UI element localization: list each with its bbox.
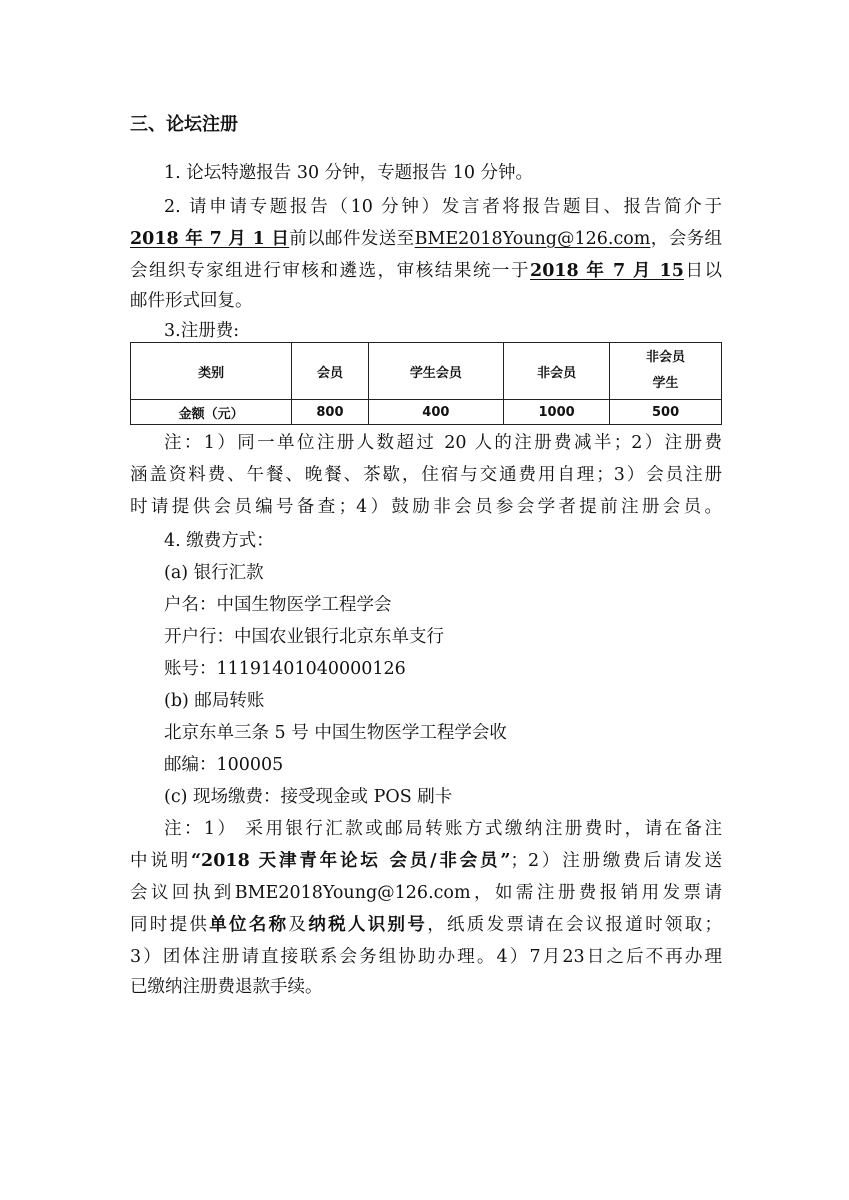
- header-non-member-student: [610, 343, 722, 400]
- deadline-date: 2018 年 7 月 1 日: [130, 229, 290, 249]
- note-1-line-1: 注：1）同一单位注册人数超过 20 人的注册费减半；2）注册费: [164, 433, 722, 453]
- payment-option-c: (c) 现场缴费：接受现金或 POS 刷卡: [164, 787, 453, 807]
- item-2-line-4: 邮件形式回复。: [130, 291, 253, 311]
- result-date: 2018 年 7 月 15: [530, 261, 684, 281]
- item-2-line-3-start: 会组织专家组进行审核和遴选，审核结果统一于: [130, 261, 531, 281]
- fee-non-member-student: 500: [610, 400, 722, 425]
- header-non-member: 非会员: [504, 343, 610, 400]
- fee-label: 3.注册费:: [164, 321, 240, 341]
- note-2-line-3-end: ，如需注册费报销用发票请: [470, 883, 723, 903]
- post-address: 北京东单三条 5 号 中国生物医学工程学会收: [164, 723, 507, 743]
- note-2-line-1: 注：1） 采用银行汇款或邮局转账方式缴纳注册费时，请在备注: [164, 819, 722, 839]
- header-member: 会员: [292, 343, 368, 400]
- note-2-line-6: 已缴纳注册费退款手续。: [130, 977, 323, 997]
- item-2-line-3-end: 日以: [683, 261, 723, 281]
- header-category: 类别: [131, 343, 292, 400]
- contact-email[interactable]: BME2018Young@126.com: [414, 229, 651, 249]
- item-2-line-1: 2. 请申请专题报告（10 分钟）发言者将报告题目、报告简介于: [164, 197, 722, 217]
- item-2-line-2-mid: 前以邮件发送至: [289, 229, 415, 249]
- taxpayer-id-label: 纳税人识别号: [308, 915, 428, 935]
- bank-name: 开户行：中国农业银行北京东单支行: [164, 627, 444, 647]
- remark-text: “2018 天津青年论坛 会员/非会员”: [190, 851, 511, 871]
- item-2-line-2: [130, 228, 722, 250]
- fee-student-member: 400: [368, 400, 503, 425]
- note-2-line-3: [130, 882, 722, 904]
- fee-table-header-row: [131, 343, 722, 400]
- note-2-line-4: [130, 914, 722, 936]
- payment-option-a: (a) 银行汇款: [164, 563, 264, 583]
- note-2-line-5: 3）团体注册请直接联系会务组协助办理。4）7月23日之后不再办理: [130, 947, 722, 967]
- payment-title: 4. 缴费方式：: [164, 531, 274, 551]
- note-2-line-2-end: ；2）注册缴费后请发送: [510, 851, 723, 871]
- note-1-line-2: 涵盖资料费、午餐、晚餐、茶歇，住宿与交通费用自理；3）会员注册: [130, 465, 722, 485]
- note-2-line-4-a: 同时提供: [130, 915, 210, 935]
- fee-table-row: [131, 400, 722, 425]
- account-number: 账号：11191401040000126: [164, 659, 406, 679]
- fee-member: 800: [292, 400, 368, 425]
- receipt-email[interactable]: BME2018Young@126.com: [234, 883, 471, 903]
- note-2-line-3-start: 会议回执到: [130, 883, 235, 903]
- unit-name-label: 单位名称: [209, 915, 289, 935]
- note-2-line-4-d: ，纸质发票请在会议报道时领取；: [427, 915, 723, 935]
- section-title: 三、论坛注册: [130, 114, 238, 135]
- note-2-line-4-c: 及: [288, 915, 309, 935]
- header-non-member-student-l2: 学生: [652, 376, 679, 391]
- header-non-member-student-l1: 非会员: [646, 350, 686, 365]
- note-2-line-2: [130, 850, 722, 872]
- header-student-member: 学生会员: [368, 343, 503, 400]
- item-2-line-3: [130, 260, 722, 282]
- payment-option-b: (b) 邮局转账: [164, 691, 265, 711]
- note-2-line-2-start: 中说明: [130, 851, 191, 871]
- note-1-line-3: 时请提供会员编号备查；4）鼓励非会员参会学者提前注册会员。: [130, 497, 722, 517]
- item-2-line-2-end: ，会务组: [650, 229, 723, 249]
- fee-non-member: 1000: [504, 400, 610, 425]
- postcode: 邮编：100005: [164, 755, 284, 775]
- account-name: 户名：中国生物医学工程学会: [164, 595, 392, 615]
- fee-table: [130, 342, 722, 425]
- row-label-amount: 金额（元）: [131, 400, 292, 425]
- item-1-text: 1. 论坛特邀报告 30 分钟，专题报告 10 分钟。: [164, 163, 534, 183]
